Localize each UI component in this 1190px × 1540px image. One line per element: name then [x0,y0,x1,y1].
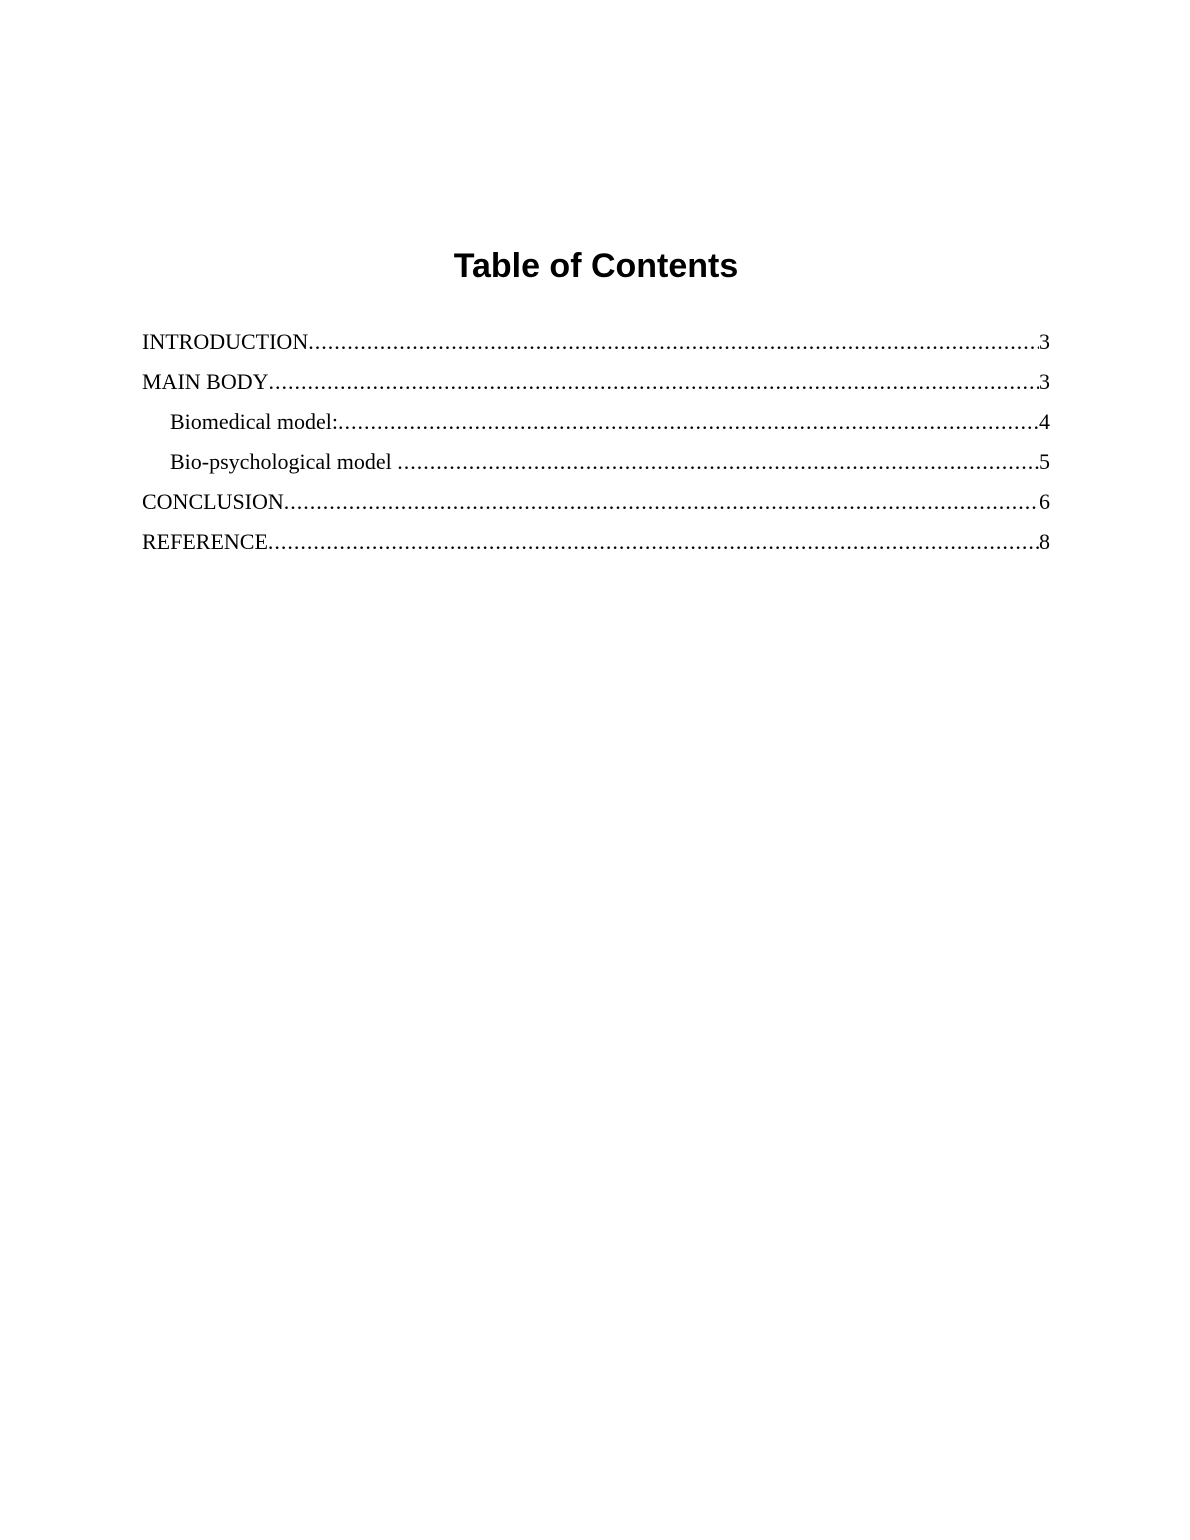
toc-entry-label: MAIN BODY [142,369,269,395]
toc-entry-conclusion[interactable] [142,482,1050,522]
toc-entry-label: REFERENCE [142,529,268,555]
toc-dot-leader [284,482,1039,522]
toc-dot-leader [308,322,1039,362]
toc-entry-label: Bio-psychological model [170,449,398,475]
toc-page-number: 4 [1039,409,1050,435]
toc-entry-reference[interactable] [142,522,1050,562]
toc-entry-label: CONCLUSION [142,489,284,515]
toc-entry-main-body[interactable] [142,362,1050,402]
table-of-contents [142,322,1050,562]
toc-entry-label: INTRODUCTION [142,329,309,355]
toc-entry-introduction[interactable] [142,322,1050,362]
toc-page-number: 6 [1039,489,1050,515]
toc-entry-bio-psychological-model[interactable] [142,442,1050,482]
toc-page-number: 3 [1039,369,1050,395]
toc-entry-biomedical-model[interactable] [142,402,1050,442]
toc-page-number: 8 [1039,529,1050,555]
page-title: Table of Contents [453,247,739,285]
toc-page-number: 3 [1039,329,1050,355]
toc-dot-leader [269,362,1040,402]
toc-dot-leader [397,442,1039,482]
toc-entry-label: Biomedical model: [170,409,339,435]
toc-dot-leader [268,522,1039,562]
toc-dot-leader [338,402,1039,442]
toc-page-number: 5 [1039,449,1050,475]
